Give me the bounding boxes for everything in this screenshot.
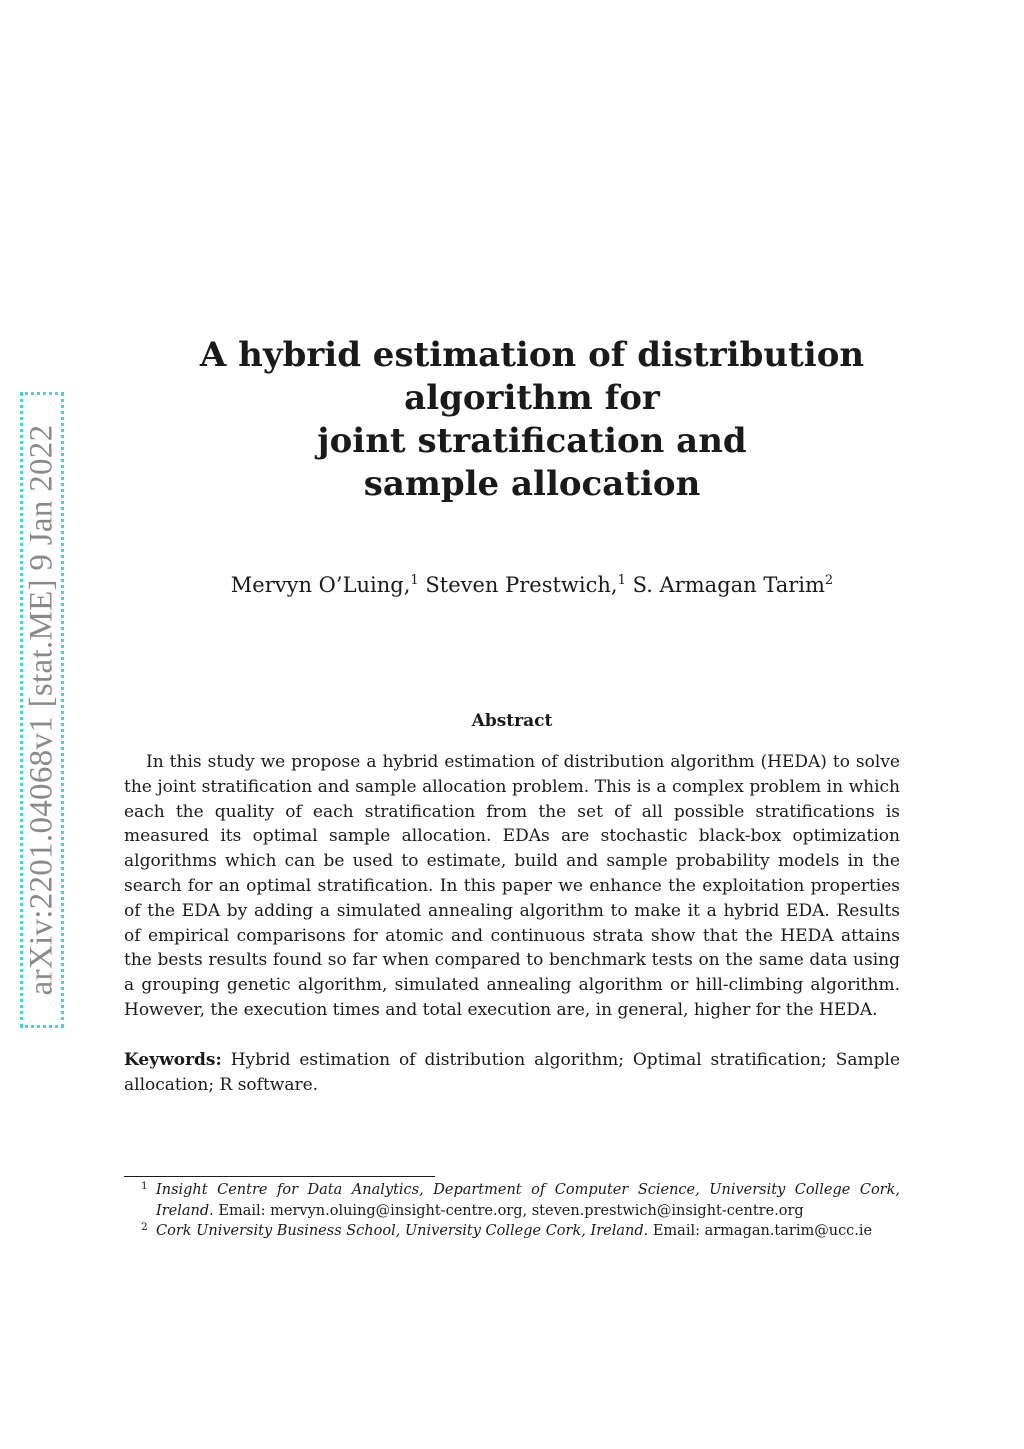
footnote-mark: 1	[141, 1180, 148, 1192]
author-name: Mervyn O’Luing,	[230, 573, 411, 597]
author-affiliation-mark: 2	[824, 573, 834, 588]
footnote-mark: 2	[141, 1221, 148, 1233]
arxiv-stamp	[20, 392, 64, 1028]
keywords-text: Hybrid estimation of distribution algorithm; Optimal stratification; Sample allocation; R software.	[124, 1050, 901, 1095]
footnote	[124, 1180, 900, 1221]
author-affiliation-mark: 1	[617, 573, 626, 588]
author-name: Steven Prestwich,	[425, 573, 618, 597]
author-name: S. Armagan Tarim	[632, 573, 825, 597]
arxiv-identifier: arXiv:2201.04068v1 [stat.ME] 9 Jan 2022	[23, 424, 60, 996]
footnote-affiliation: Insight Centre for Data Analytics, Department of Computer Science, University College Cork, Ireland.	[156, 1182, 900, 1219]
footnote-rule	[124, 1176, 435, 1177]
footnote-affiliation: Cork University Business School, University College Cork, Ireland.	[156, 1223, 649, 1239]
title-line: sample allocation	[363, 464, 701, 504]
abstract-body: In this study we propose a hybrid estimation of distribution algorithm (HEDA) to solve the joint stratification and sample allocation problem. This is a complex problem in which each the quality of each stratification from the set of all possible stratifications is measured its optimal sample allocation. EDAs are stochastic black-box optimization algorithms which can be used to estimate, build and sample probability models in the search for an optimal stratification. In this paper we enhance the exploitation properties of the EDA by adding a simulated annealing algorithm to make it a hybrid EDA. Results of empirical comparisons for atomic and continuous strata show that the HEDA attains the bests results found so far when compared to benchmark tests on the same data using a grouping genetic algorithm, simulated annealing algorithm or hill-climbing algorithm. However, the execution times and total execution are, in general, higher for the HEDA.	[124, 752, 900, 1020]
keywords	[124, 1048, 900, 1098]
title-line: A hybrid estimation of distribution	[199, 335, 865, 375]
author-affiliation-mark: 1	[410, 573, 419, 588]
footnote	[124, 1221, 900, 1242]
footnote-email: Email: armagan.tarim@ucc.ie	[652, 1223, 873, 1239]
keywords-label: Keywords:	[124, 1050, 222, 1070]
footnote-email: Email: mervyn.oluing@insight-centre.org, steven.prestwich@insight-centre.org	[218, 1202, 804, 1219]
author-list	[160, 570, 904, 600]
footnotes	[124, 1180, 900, 1242]
paper-title	[180, 334, 884, 506]
abstract-heading: Abstract	[471, 711, 553, 731]
title-line: joint stratification and	[317, 421, 747, 461]
title-line: algorithm for	[404, 378, 660, 418]
